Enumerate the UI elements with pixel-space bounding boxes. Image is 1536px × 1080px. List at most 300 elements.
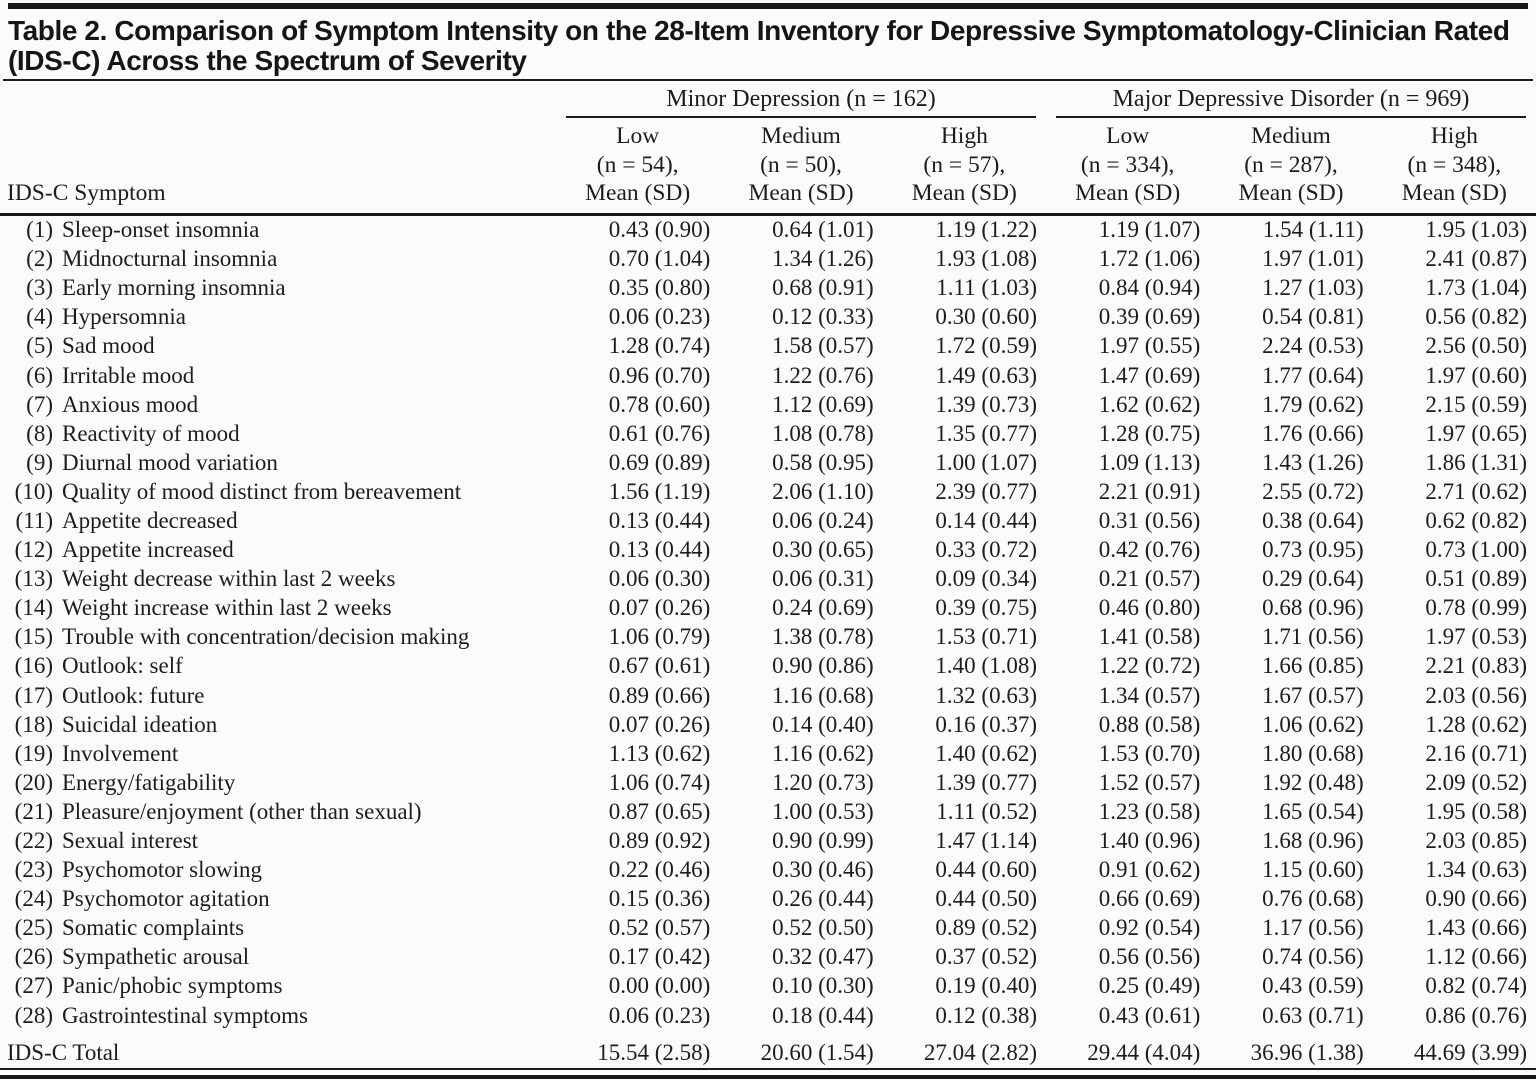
symptom-number: (12) [14,537,53,563]
mean-sd-cell-minor-high: 1.11 (0.52) [936,798,1037,824]
table-row [0,506,1536,535]
mean-sd-cell-major-high: 0.82 (0.74) [1425,973,1527,999]
mean-sd-cell-minor-high: 1.11 (1.03) [936,275,1037,301]
mean-sd-cell-major-low: 1.19 (1.07) [1098,217,1201,243]
mean-sd-cell-minor-medium: 1.16 (0.68) [772,682,874,708]
symptom-label: Trouble with concentration/decision making [62,624,470,650]
bottom-rule [0,1075,1536,1079]
table-row [0,856,1536,885]
mean-sd-cell-minor-low: 0.70 (1.04) [608,246,711,272]
mean-sd-cell-minor-low: 0.52 (0.57) [608,915,711,941]
mean-sd-cell-minor-high: 1.00 (1.07) [935,449,1037,475]
symptom-number: (2) [26,246,53,272]
mean-sd-cell-major-medium: 0.29 (0.64) [1262,566,1364,592]
mean-sd-cell-minor-medium: 0.52 (0.50) [772,915,874,941]
mean-sd-cell-minor-low: 1.06 (0.74) [608,769,711,795]
symptom-number: (17) [14,682,53,708]
symptom-label: Sympathetic arousal [62,944,250,970]
mean-sd-cell-major-low: 0.25 (0.49) [1098,973,1201,999]
mean-sd-cell-minor-low: 0.06 (0.23) [608,1002,711,1028]
symptom-cell [0,914,556,943]
table-row [0,681,1536,710]
table-row [0,826,1536,855]
symptom-cell [0,390,556,419]
mean-sd-cell-minor-low: 0.69 (0.89) [608,449,711,475]
mean-sd-cell-major-medium: 1.17 (0.56) [1262,915,1364,941]
mean-sd-cell-major-high: 44.69 (3.99) [1373,1030,1536,1069]
symptom-label: Involvement [62,740,179,766]
mean-sd-cell-major-medium: 0.76 (0.68) [1262,886,1364,912]
col-header-severity: Low [1106,123,1150,149]
mean-sd-cell-minor-high: 0.19 (0.40) [935,973,1037,999]
mean-sd-cell-major-medium: 1.92 (0.48) [1262,769,1364,795]
mean-sd-cell-minor-low: 1.28 (0.74) [608,333,711,359]
mean-sd-cell-major-low: 0.84 (0.94) [1098,275,1201,301]
symptom-number: (19) [14,740,53,766]
mean-sd-cell-minor-high: 1.40 (0.62) [935,740,1037,766]
mean-sd-cell-major-high: 1.86 (1.31) [1425,449,1527,475]
mean-sd-cell-minor-low: 0.78 (0.60) [608,391,711,417]
symptom-label: Psychomotor agitation [62,886,270,912]
corner-cell [0,81,556,118]
col-header-n: (n = 348), [1407,151,1502,178]
mean-sd-cell-minor-low: 0.35 (0.80) [608,275,711,301]
mean-sd-cell-minor-high: 1.49 (0.63) [935,362,1037,388]
symptom-number: (7) [26,391,53,417]
mean-sd-cell-major-high: 0.51 (0.89) [1425,566,1527,592]
mean-sd-cell-major-low: 0.42 (0.76) [1098,537,1201,563]
table-title-line-1: Table 2. Comparison of Symptom Intensity on the 28-Item Inventory for Depressive Symptomatology-Clinician Rated [8,16,1510,46]
symptom-cell [0,826,556,855]
mean-sd-cell-major-high: 0.56 (0.82) [1425,304,1527,330]
mean-sd-cell-minor-high: 0.39 (0.75) [935,595,1037,621]
mean-sd-cell-minor-medium: 1.38 (0.78) [772,624,874,650]
mean-sd-cell-major-high: 1.73 (1.04) [1425,275,1527,301]
mean-sd-cell-major-medium: 1.43 (1.26) [1262,449,1364,475]
mean-sd-cell-major-high: 1.97 (0.53) [1425,624,1527,650]
symptom-label: Panic/phobic symptoms [62,973,283,999]
col-header-measure: Mean (SD) [911,180,1017,206]
symptom-cell [0,506,556,535]
mean-sd-cell-major-medium: 2.55 (0.72) [1262,478,1364,504]
symptom-number: (18) [14,711,53,737]
mean-sd-cell-major-low: 1.62 (0.62) [1098,391,1201,417]
mean-sd-cell-major-medium: 1.80 (0.68) [1262,740,1364,766]
symptom-label: Energy/fatigability [62,769,236,795]
col-header-major-low [1046,118,1209,214]
mean-sd-cell-minor-medium: 0.26 (0.44) [772,886,874,912]
mean-sd-cell-minor-low: 0.89 (0.66) [608,682,711,708]
mean-sd-cell-major-low: 1.41 (0.58) [1098,624,1201,650]
symptom-cell [0,856,556,885]
mean-sd-cell-minor-high: 0.12 (0.38) [935,1002,1037,1028]
mean-sd-cell-major-low: 0.46 (0.80) [1098,595,1201,621]
col-header-n: (n = 334), [1080,151,1175,178]
symptom-label: Diurnal mood variation [62,449,278,475]
table-row [0,419,1536,448]
mean-sd-cell-minor-high: 0.89 (0.52) [935,915,1037,941]
mean-sd-cell-major-medium: 1.15 (0.60) [1262,857,1364,883]
mean-sd-cell-minor-medium: 0.90 (0.86) [772,653,874,679]
mean-sd-cell-minor-low: 0.61 (0.76) [608,420,711,446]
mean-sd-cell-major-high: 1.34 (0.63) [1425,857,1527,883]
table-row [0,594,1536,623]
col-header-severity: Medium [761,123,841,149]
table-row [0,390,1536,419]
symptom-number: (10) [14,478,53,504]
symptom-cell [0,274,556,303]
mean-sd-cell-major-medium: 1.71 (0.56) [1262,624,1364,650]
symptom-label: Reactivity of mood [62,420,240,446]
symptom-number: (9) [26,449,53,475]
mean-sd-cell-minor-high: 1.39 (0.77) [935,769,1037,795]
symptom-cell [0,332,556,361]
symptom-label: Anxious mood [62,391,199,417]
col-header-severity: High [1430,123,1478,149]
mean-sd-cell-minor-medium: 0.06 (0.24) [772,507,874,533]
mean-sd-cell-major-medium: 0.43 (0.59) [1262,973,1364,999]
symptom-label: Weight increase within last 2 weeks [62,595,392,621]
symptom-cell [0,536,556,565]
symptom-label: Pleasure/enjoyment (other than sexual) [62,798,422,824]
mean-sd-cell-minor-medium: 1.20 (0.73) [772,769,874,795]
mean-sd-cell-major-low: 1.47 (0.69) [1098,362,1201,388]
symptom-label: Hypersomnia [62,304,186,330]
mean-sd-cell-minor-low: 0.15 (0.36) [608,886,711,912]
mean-sd-cell-minor-medium: 0.32 (0.47) [772,944,874,970]
mean-sd-cell-major-high: 0.78 (0.99) [1425,595,1527,621]
symptom-label: Outlook: self [62,653,183,679]
mean-sd-cell-major-high: 1.97 (0.65) [1425,420,1527,446]
symptom-cell [0,565,556,594]
mean-sd-cell-major-low: 1.72 (1.06) [1098,246,1201,272]
table-row [0,448,1536,477]
mean-sd-cell-minor-high: 1.47 (1.14) [935,828,1037,854]
mean-sd-cell-major-medium: 1.66 (0.85) [1262,653,1364,679]
table-row [0,943,1536,972]
mean-sd-cell-major-low: 1.22 (0.72) [1098,653,1201,679]
table-row [0,710,1536,739]
mean-sd-cell-minor-high: 0.44 (0.50) [935,886,1037,912]
col-header-measure: Mean (SD) [1238,180,1344,206]
mean-sd-cell-minor-high: 0.14 (0.44) [935,507,1037,533]
mean-sd-cell-major-medium: 2.24 (0.53) [1262,333,1364,359]
symptom-label: Midnocturnal insomnia [62,246,278,272]
group-header-major-depressive-disorder-label: Major Depressive Disorder (n = 969) [1056,86,1526,118]
table-row [0,914,1536,943]
mean-sd-cell-minor-high: 27.04 (2.82) [883,1030,1046,1069]
table-body [0,214,1536,1069]
symptom-cell [0,361,556,390]
mean-sd-cell-major-high: 2.03 (0.85) [1425,828,1527,854]
group-header-minor-depression [556,81,1046,118]
mean-sd-cell-minor-high: 1.39 (0.73) [935,391,1037,417]
mean-sd-cell-minor-low: 0.22 (0.46) [608,857,711,883]
symptom-intensity-table [0,81,1536,1070]
mean-sd-cell-major-low: 0.88 (0.58) [1098,711,1201,737]
symptom-number: (20) [14,769,53,795]
mean-sd-cell-minor-low: 0.87 (0.65) [608,798,711,824]
table-row [0,565,1536,594]
col-header-n: (n = 57), [923,151,1006,178]
col-header-severity: High [940,123,988,149]
mean-sd-cell-major-low: 0.66 (0.69) [1098,886,1201,912]
col-header-major-medium [1209,118,1372,214]
symptom-number: (8) [26,420,53,446]
table-row [0,768,1536,797]
mean-sd-cell-minor-high: 1.19 (1.22) [935,217,1037,243]
mean-sd-cell-major-low: 1.09 (1.13) [1098,449,1201,475]
mean-sd-cell-minor-low: 0.00 (0.00) [608,973,711,999]
mean-sd-cell-major-medium: 0.54 (0.81) [1262,304,1364,330]
mean-sd-cell-major-medium: 0.68 (0.96) [1262,595,1364,621]
table-row [0,652,1536,681]
mean-sd-cell-minor-medium: 0.12 (0.33) [772,304,874,330]
table-row [0,245,1536,274]
mean-sd-cell-minor-medium: 1.00 (0.53) [772,798,874,824]
mean-sd-cell-major-medium: 0.63 (0.71) [1262,1002,1364,1028]
col-header-minor-high [883,118,1046,214]
mean-sd-cell-major-low: 0.56 (0.56) [1098,944,1201,970]
mean-sd-cell-major-low: 0.43 (0.61) [1098,1002,1201,1028]
mean-sd-cell-minor-low: 0.96 (0.70) [608,362,711,388]
table-title-line-2: (IDS-C) Across the Spectrum of Severity [8,46,527,76]
mean-sd-cell-major-low: 1.52 (0.57) [1098,769,1201,795]
mean-sd-cell-minor-high: 1.72 (0.59) [935,333,1037,359]
mean-sd-cell-major-low: 0.31 (0.56) [1098,507,1201,533]
mean-sd-cell-minor-medium: 0.30 (0.65) [772,537,874,563]
column-header-row [0,118,1536,214]
mean-sd-cell-minor-medium: 1.12 (0.69) [772,391,874,417]
col-header-major-high [1373,118,1536,214]
mean-sd-cell-major-medium: 0.74 (0.56) [1262,944,1364,970]
col-header-measure: Mean (SD) [748,180,854,206]
mean-sd-cell-major-medium: 1.54 (1.11) [1262,217,1364,243]
mean-sd-cell-minor-low: 0.43 (0.90) [608,217,711,243]
mean-sd-cell-minor-medium: 1.58 (0.57) [772,333,874,359]
top-rule [8,3,1528,9]
mean-sd-cell-minor-medium: 0.90 (0.99) [772,828,874,854]
symptom-cell [0,1001,556,1030]
mean-sd-cell-major-low: 1.40 (0.96) [1098,828,1201,854]
mean-sd-cell-major-low: 2.21 (0.91) [1098,478,1201,504]
symptom-number: (16) [14,653,53,679]
mean-sd-cell-major-high: 1.12 (0.66) [1425,944,1527,970]
mean-sd-cell-major-high: 1.95 (1.03) [1425,217,1527,243]
symptom-cell [0,623,556,652]
mean-sd-cell-minor-high: 0.44 (0.60) [935,857,1037,883]
mean-sd-cell-minor-high: 2.39 (0.77) [935,478,1037,504]
symptom-label: Quality of mood distinct from bereavement [62,478,462,504]
row-header-label: IDS-C Symptom [0,118,556,214]
mean-sd-cell-minor-medium: 0.24 (0.69) [772,595,874,621]
mean-sd-cell-minor-high: 1.35 (0.77) [935,420,1037,446]
mean-sd-cell-minor-medium: 0.64 (1.01) [772,217,874,243]
table-total-row [0,1030,1536,1069]
mean-sd-cell-major-high: 1.97 (0.60) [1425,362,1527,388]
symptom-number: (27) [14,973,53,999]
mean-sd-cell-minor-high: 0.30 (0.60) [935,304,1037,330]
table-row [0,332,1536,361]
mean-sd-cell-major-medium: 1.27 (1.03) [1262,275,1364,301]
mean-sd-cell-major-high: 2.16 (0.71) [1425,740,1527,766]
symptom-number: (5) [26,333,53,359]
symptom-cell [0,972,556,1001]
symptom-number: (21) [14,798,53,824]
mean-sd-cell-major-low: 0.91 (0.62) [1098,857,1201,883]
col-header-measure: Mean (SD) [1401,180,1507,206]
mean-sd-cell-minor-high: 0.16 (0.37) [935,711,1037,737]
mean-sd-cell-major-medium: 1.65 (0.54) [1262,798,1364,824]
mean-sd-cell-major-medium: 36.96 (1.38) [1209,1030,1372,1069]
mean-sd-cell-major-medium: 0.73 (0.95) [1262,537,1364,563]
mean-sd-cell-major-medium: 1.68 (0.96) [1262,828,1364,854]
mean-sd-cell-major-high: 2.03 (0.56) [1425,682,1527,708]
mean-sd-cell-major-high: 0.86 (0.76) [1425,1002,1527,1028]
table-header [0,81,1536,214]
mean-sd-cell-minor-low: 15.54 (2.58) [556,1030,719,1069]
symptom-label: Appetite increased [62,537,234,563]
mean-sd-cell-major-medium: 1.76 (0.66) [1262,420,1364,446]
col-header-n: (n = 287), [1244,151,1338,178]
symptom-label: Gastrointestinal symptoms [62,1002,308,1028]
mean-sd-cell-major-high: 2.56 (0.50) [1425,333,1527,359]
mean-sd-cell-major-high: 2.09 (0.52) [1425,769,1527,795]
symptom-label: Sexual interest [62,828,199,854]
symptom-number: (25) [14,915,53,941]
symptom-label: Sleep-onset insomnia [62,217,260,243]
mean-sd-cell-major-low: 29.44 (4.04) [1046,1030,1209,1069]
symptom-cell [0,594,556,623]
mean-sd-cell-minor-low: 0.89 (0.92) [608,828,711,854]
symptom-cell [0,419,556,448]
mean-sd-cell-major-low: 0.39 (0.69) [1098,304,1201,330]
mean-sd-cell-minor-low: 1.56 (1.19) [608,478,711,504]
symptom-label: IDS-C Total [7,1039,120,1065]
symptom-cell [0,710,556,739]
mean-sd-cell-major-high: 1.28 (0.62) [1425,711,1527,737]
symptom-cell [0,739,556,768]
symptom-number: (11) [15,507,53,533]
table-row [0,739,1536,768]
mean-sd-cell-major-high: 1.43 (0.66) [1425,915,1527,941]
mean-sd-cell-minor-low: 0.06 (0.30) [608,566,711,592]
symptom-label: Suicidal ideation [62,711,218,737]
symptom-cell [0,245,556,274]
symptom-label: Outlook: future [62,682,205,708]
mean-sd-cell-minor-medium: 0.18 (0.44) [772,1002,874,1028]
mean-sd-cell-major-medium: 1.97 (1.01) [1262,246,1364,272]
group-header-minor-depression-label: Minor Depression (n = 162) [566,86,1036,118]
mean-sd-cell-major-low: 1.23 (0.58) [1098,798,1201,824]
col-header-n: (n = 50), [760,151,842,178]
mean-sd-cell-major-high: 2.71 (0.62) [1425,478,1527,504]
mean-sd-cell-major-low: 1.34 (0.57) [1098,682,1201,708]
col-header-measure: Mean (SD) [585,180,691,206]
table-row [0,1001,1536,1030]
mean-sd-cell-minor-low: 0.13 (0.44) [608,537,711,563]
mean-sd-cell-minor-medium: 0.58 (0.95) [772,449,874,475]
mean-sd-cell-major-medium: 1.06 (0.62) [1262,711,1364,737]
mean-sd-cell-minor-medium: 1.22 (0.76) [772,362,874,388]
col-header-n: (n = 54), [596,151,679,178]
symptom-number: (24) [14,886,53,912]
symptom-cell [0,797,556,826]
mean-sd-cell-minor-medium: 2.06 (1.10) [772,478,874,504]
mean-sd-cell-minor-low: 1.13 (0.62) [608,740,711,766]
mean-sd-cell-minor-medium: 1.08 (0.78) [772,420,874,446]
symptom-number: (4) [26,304,53,330]
table-row [0,303,1536,332]
mean-sd-cell-major-low: 1.97 (0.55) [1098,333,1201,359]
mean-sd-cell-minor-medium: 0.14 (0.40) [772,711,874,737]
mean-sd-cell-minor-high: 1.53 (0.71) [935,624,1037,650]
table-row [0,214,1536,245]
symptom-number: (23) [14,857,53,883]
symptom-label: Irritable mood [62,362,195,388]
symptom-number: (13) [14,566,53,592]
mean-sd-cell-major-medium: 1.77 (0.64) [1262,362,1364,388]
symptom-number: (15) [14,624,53,650]
mean-sd-cell-minor-medium: 1.34 (1.26) [772,246,874,272]
table-row [0,536,1536,565]
table-row [0,274,1536,303]
mean-sd-cell-major-low: 1.53 (0.70) [1098,740,1201,766]
symptom-cell [0,681,556,710]
group-header-major-depressive-disorder [1046,81,1536,118]
table-row [0,623,1536,652]
symptom-label: Psychomotor slowing [62,857,262,883]
mean-sd-cell-minor-high: 0.33 (0.72) [935,537,1037,563]
table-row [0,797,1536,826]
mean-sd-cell-major-medium: 1.67 (0.57) [1262,682,1364,708]
table-row [0,972,1536,1001]
mean-sd-cell-minor-low: 0.67 (0.61) [608,653,711,679]
symptom-cell [0,303,556,332]
mean-sd-cell-major-high: 2.15 (0.59) [1425,391,1527,417]
symptom-number: (26) [14,944,53,970]
table-row [0,361,1536,390]
symptom-cell [0,1030,556,1069]
mean-sd-cell-minor-high: 0.37 (0.52) [935,944,1037,970]
mean-sd-cell-major-high: 2.21 (0.83) [1425,653,1527,679]
symptom-label: Weight decrease within last 2 weeks [62,566,396,592]
mean-sd-cell-minor-low: 0.06 (0.23) [608,304,711,330]
mean-sd-cell-minor-medium: 0.30 (0.46) [772,857,874,883]
col-header-minor-low [556,118,719,214]
symptom-number: (22) [14,828,53,854]
mean-sd-cell-minor-medium: 0.10 (0.30) [772,973,874,999]
mean-sd-cell-major-medium: 1.79 (0.62) [1262,391,1364,417]
col-header-measure: Mean (SD) [1075,180,1181,206]
mean-sd-cell-minor-medium: 0.06 (0.31) [772,566,874,592]
symptom-cell [0,214,556,245]
symptom-number: (3) [26,275,53,301]
col-header-severity: Low [616,123,660,149]
symptom-label: Early morning insomnia [62,275,286,301]
mean-sd-cell-major-low: 0.21 (0.57) [1098,566,1201,592]
mean-sd-cell-minor-high: 1.93 (1.08) [935,246,1037,272]
mean-sd-cell-minor-medium: 1.16 (0.62) [772,740,874,766]
table-row [0,477,1536,506]
mean-sd-cell-minor-low: 0.13 (0.44) [608,507,711,533]
mean-sd-cell-major-high: 1.95 (0.58) [1425,798,1527,824]
mean-sd-cell-minor-low: 0.17 (0.42) [608,944,711,970]
group-header-row [0,81,1536,118]
mean-sd-cell-minor-low: 1.06 (0.79) [608,624,711,650]
symptom-cell [0,943,556,972]
mean-sd-cell-major-high: 0.62 (0.82) [1425,507,1527,533]
